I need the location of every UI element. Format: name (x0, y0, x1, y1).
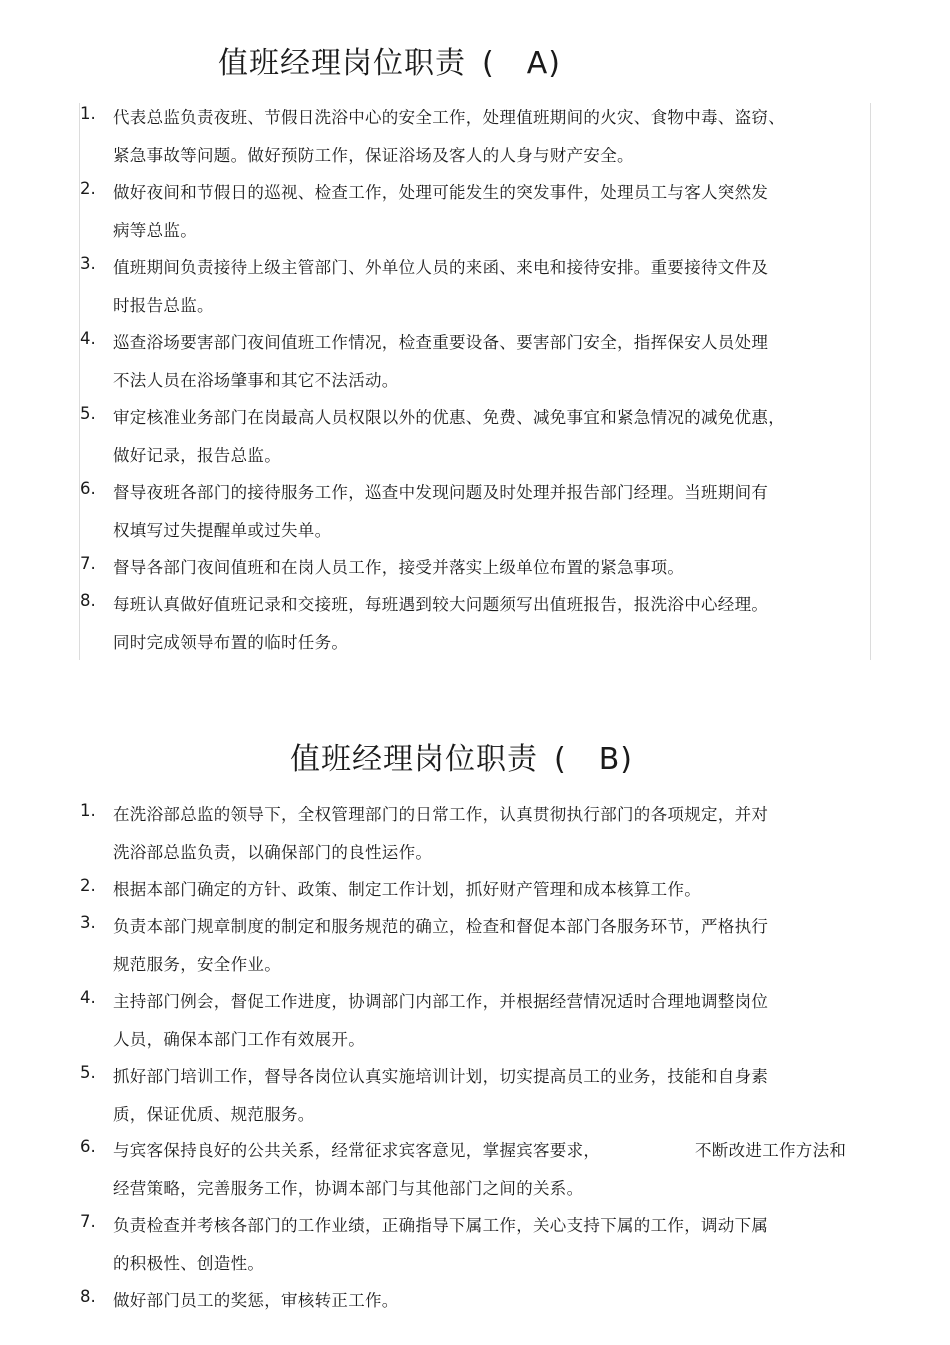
item-text-line-tail: 不断改进工作方法和 (695, 1141, 847, 1160)
item-text-line: 的积极性、创造性。 (113, 1254, 265, 1273)
item-text-line: 做好记录，报告总监。 (113, 446, 281, 465)
item-text-line: 洗浴部总监负责，以确保部门的良性运作。 (113, 843, 433, 862)
item-text-line: 做好部门员工的奖惩，审核转正工作。 (113, 1291, 399, 1310)
item-text-line: 在洗浴部总监的领导下，全权管理部门的日常工作，认真贯彻执行部门的各项规定，并对 (113, 805, 769, 824)
item-text-line: 时报告总监。 (113, 296, 214, 315)
item-text-line: 同时完成领导布置的临时任务。 (113, 633, 349, 652)
section-a-title-text: 值班经理岗位职责 (218, 46, 466, 81)
item-text-line: 根据本部门确定的方针、政策、制定工作计划，抓好财产管理和成本核算工作。 (113, 880, 701, 899)
item-text-line: 督导夜班各部门的接待服务工作，巡查中发现问题及时处理并报告部门经理。当班期间有 (113, 483, 769, 502)
item-text-line: 值班期间负责接待上级主管部门、外单位人员的来函、来电和接待安排。重要接待文件及 (113, 258, 769, 277)
section-b-title (290, 734, 633, 778)
section-b-title-letter: B) (598, 742, 634, 777)
item-text-line: 紧急事故等问题。做好预防工作，保证浴场及客人的人身与财产安全。 (113, 146, 634, 165)
item-number: 4. (80, 329, 96, 348)
item-number: 7. (80, 554, 96, 573)
item-number: 7. (80, 1212, 96, 1231)
item-number: 1. (80, 104, 96, 123)
section-a-title-letter: A) (526, 46, 561, 81)
item-text-line: 督导各部门夜间值班和在岗人员工作，接受并落实上级单位布置的紧急事项。 (113, 558, 685, 577)
item-text-line: 负责检查并考核各部门的工作业绩，正确指导下属工作，关心支持下属的工作，调动下属 (113, 1216, 769, 1235)
item-text-line: 人员，确保本部门工作有效展开。 (113, 1030, 365, 1049)
item-text-line: 每班认真做好值班记录和交接班，每班遇到较大问题须写出值班报告，报洗浴中心经理。 (113, 595, 769, 614)
item-text-line: 规范服务，安全作业。 (113, 955, 281, 974)
item-number: 5. (80, 1063, 96, 1082)
item-text-line: 审定核准业务部门在岗最高人员权限以外的优惠、免费、减免事宜和紧急情况的减免优惠， (113, 408, 785, 427)
item-number: 2. (80, 179, 96, 198)
item-text-line: 质，保证优质、规范服务。 (113, 1105, 315, 1124)
item-number: 3. (80, 254, 96, 273)
section-b-title-text: 值班经理岗位职责 (290, 742, 538, 777)
item-text-line: 巡查浴场要害部门夜间值班工作情况，检查重要设备、要害部门安全，指挥保安人员处理 (113, 333, 769, 352)
item-text-line: 负责本部门规章制度的制定和服务规范的确立，检查和督促本部门各服务环节，严格执行 (113, 917, 769, 936)
item-text-line: 不法人员在浴场肇事和其它不法活动。 (113, 371, 399, 390)
item-text-line: 代表总监负责夜班、节假日洗浴中心的安全工作，处理值班期间的火灾、食物中毒、盗窃、 (113, 108, 785, 127)
section-a-right-border (870, 103, 871, 660)
section-a-title (218, 38, 561, 82)
section-b-title-paren: ( (554, 742, 567, 777)
item-number: 2. (80, 876, 96, 895)
item-number: 3. (80, 913, 96, 932)
item-number: 4. (80, 988, 96, 1007)
item-number: 8. (80, 591, 96, 610)
item-text-line: 病等总监。 (113, 221, 197, 240)
item-text-line: 抓好部门培训工作，督导各岗位认真实施培训计划，切实提高员工的业务，技能和自身素 (113, 1067, 769, 1086)
item-text-line: 经营策略，完善服务工作，协调本部门与其他部门之间的关系。 (113, 1179, 584, 1198)
item-number: 6. (80, 479, 96, 498)
item-number: 6. (80, 1137, 96, 1156)
item-text-line: 主持部门例会，督促工作进度，协调部门内部工作，并根据经营情况适时合理地调整岗位 (113, 992, 769, 1011)
item-number: 5. (80, 404, 96, 423)
item-text-line: 权填写过失提醒单或过失单。 (113, 521, 332, 540)
item-text-line: 与宾客保持良好的公共关系，经常征求宾客意见，掌握宾客要求， (113, 1141, 601, 1160)
item-number: 8. (80, 1287, 96, 1306)
section-a-title-paren: ( (482, 46, 495, 81)
item-text-line: 做好夜间和节假日的巡视、检查工作，处理可能发生的突发事件，处理员工与客人突然发 (113, 183, 769, 202)
item-number: 1. (80, 801, 96, 820)
